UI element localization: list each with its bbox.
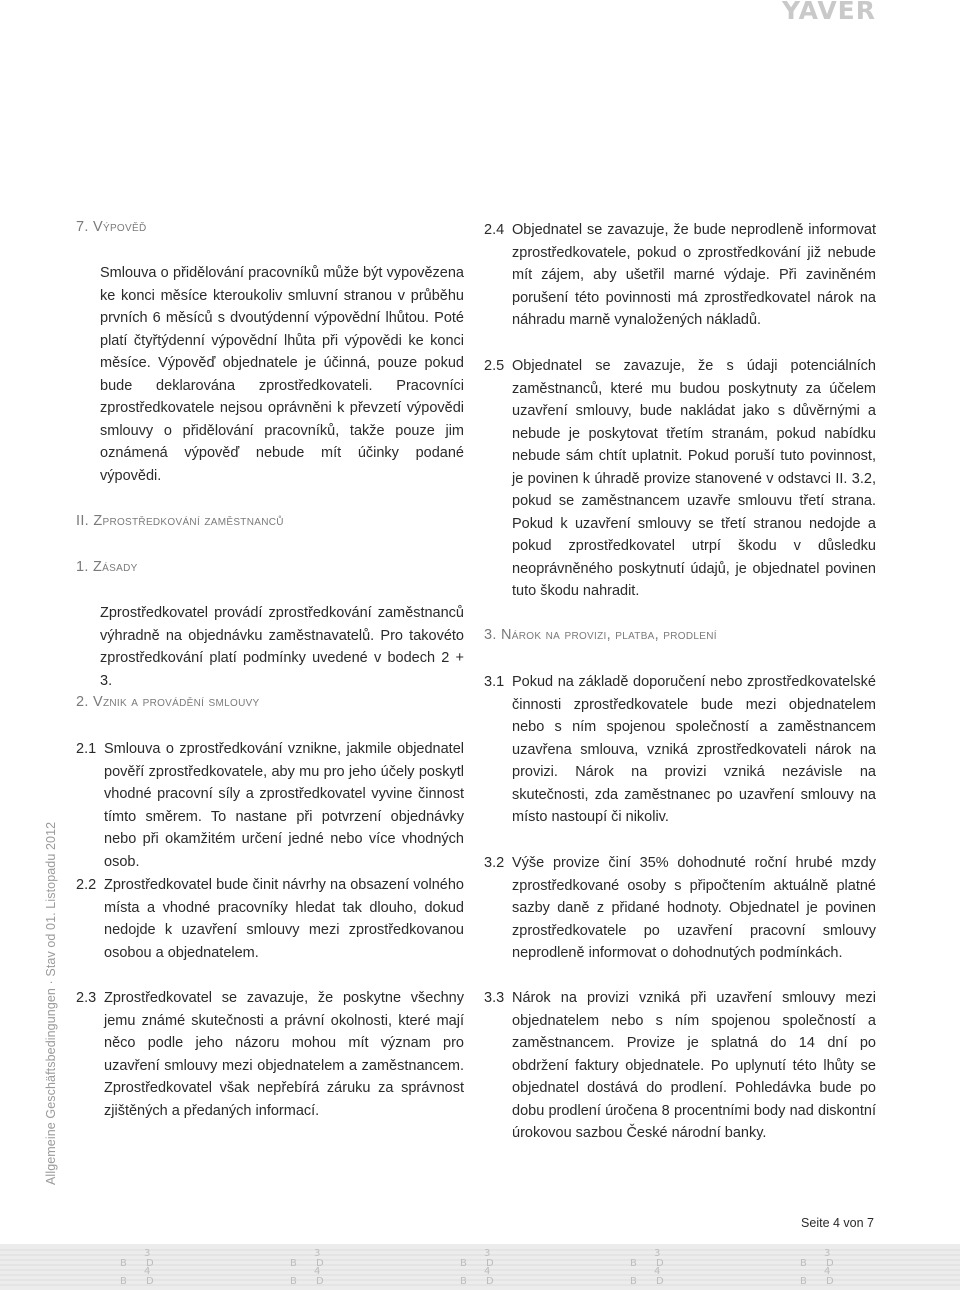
footer-pattern bbox=[0, 1244, 960, 1290]
footer-glyph: 3 bbox=[654, 1248, 661, 1259]
clause-text: Výše provize činí 35% dohodnuté roční hrubé mzdy zprostředkované osoby s připočtením aktuálně platné sazby daně z přidané hodnoty. Objednatel je povinen zprostředkovatele po uzavření pracovní smlouvy neprodleně informovat o dohodnutých podmínkách. bbox=[512, 855, 876, 961]
clause-number: 3.1 bbox=[484, 674, 505, 690]
clause-3-2 bbox=[484, 852, 876, 965]
footer-glyph: 3 bbox=[824, 1248, 831, 1259]
footer-glyph: B bbox=[290, 1276, 297, 1287]
clause-number: 2.5 bbox=[484, 358, 505, 374]
footer-glyph: D bbox=[316, 1258, 324, 1269]
clause-text: Objednatel se zavazuje, že s údaji potenciálních zaměstnanců, které mu budou poskytnuty za účelem uzavření smlouvy, bude nakládat jako s důvěrnými a nebude je poskytovat třetím stranám, pokud nabídku nebude sám chtít uplatnit. Pokud poruší tuto povinnost, je povinen k úhradě provize stanovené v odstavci II. 3.2, pokud se zaměstnancem uzavře smlouvu třetí strana. Pokud k uzavření smlouvy se třetí stranou nedojde a pokud zprostředkovatel utrpí škodu v důsledku neoprávněného poskytnutí údajů, je objednatel povinen tuto škodu nahradit. bbox=[512, 358, 876, 599]
clause-text: Smlouva o zprostředkování vznikne, jakmile objednatel pověří zprostředkovatele, aby mu pro jeho účely poskytl vhodné pracovní síly a zprostředkovatel vyvine činnost tímto směrem. To nastane při potvrzení objednávky nebo při okamžitém určení jedné nebo více vhodných osob. bbox=[104, 741, 464, 870]
section-7-text: Smlouva o přidělování pracovníků může být vypovězena ke konci měsíce kteroukoliv smluvní stranou v průběhu prvních 6 měsíců s dvoutýdenní výpovědní lhůtou. Poté platí čtyřtýdenní výpovědní lhůta při výpovědi ke konci měsíce. Výpověď objednatele je účinná, pouze pokud bude deklarována zprostředkovateli. Pracovníci zprostředkovatele nejsou oprávněni k převzetí výpovědi smlouvy o přidělování pracovníků, takže pouze jim oznámená výpověď nebude mít účinky podané výpovědi. bbox=[100, 265, 464, 484]
footer-glyph: 4 bbox=[824, 1266, 831, 1277]
clause-2-5 bbox=[484, 355, 876, 603]
footer-glyph: 4 bbox=[654, 1266, 661, 1277]
footer-glyph: 4 bbox=[484, 1266, 491, 1277]
footer-glyph: D bbox=[146, 1258, 154, 1269]
clause-2-1 bbox=[76, 738, 464, 873]
section-1-text: Zprostředkovatel provádí zprostředkování zaměstnanců výhradně na objednávku zaměstnavatelů. Pro takovéto zprostředkování platí podmínky uvedené v bodech 2 + 3. bbox=[100, 605, 464, 689]
footer-glyph: 3 bbox=[314, 1248, 321, 1259]
clause-text: Zprostředkovatel bude činit návrhy na obsazení volného místa a vhodné pracovníky hledat tak dlouho, dokud nedojde k uzavření smlouvy mezi zprostředkovanou osobou a objednatelem. bbox=[104, 877, 464, 961]
clause-number: 2.3 bbox=[76, 990, 97, 1006]
clause-2-4 bbox=[484, 219, 876, 332]
footer-glyph: B bbox=[800, 1276, 807, 1287]
footer-glyph: 4 bbox=[314, 1266, 321, 1277]
section-2-heading: 2. Vznik a provádění smlouvy bbox=[76, 694, 260, 710]
brand-logo: YAVER bbox=[781, 0, 876, 25]
page-number: Seite 4 von 7 bbox=[801, 1216, 874, 1230]
side-caption: Allgemeine Geschäftsbedingungen · Stav od 01. Listopadu 2012 bbox=[44, 821, 58, 1185]
footer-glyph: 3 bbox=[484, 1248, 491, 1259]
clause-text: Pokud na základě doporučení nebo zprostředkovatelské činnosti zprostředkovatele bude mezi objednatelem nebo s ním spojenou společností a zaměstnancem uzavřena smlouva, vzniká zprostředkovateli nárok na provizi. Nárok na provizi vzniká nezávisle na skutečnosti, zda zaměstnanec po uzavření smlouvy na místo nastoupí či nikoliv. bbox=[512, 674, 876, 825]
footer-glyph: D bbox=[486, 1276, 494, 1287]
footer-glyph: B bbox=[630, 1258, 637, 1269]
footer-glyph: D bbox=[656, 1276, 664, 1287]
section-3-heading: 3. Nárok na provizi, platba, prodlení bbox=[484, 627, 717, 643]
footer-glyph: 3 bbox=[144, 1248, 151, 1259]
clause-number: 3.2 bbox=[484, 855, 505, 871]
footer-glyph: B bbox=[120, 1258, 127, 1269]
clause-number: 2.4 bbox=[484, 222, 505, 238]
section-II-heading: II. Zprostředkování zaměstnanců bbox=[76, 513, 284, 529]
clause-2-2 bbox=[76, 874, 464, 964]
clause-3-1 bbox=[484, 671, 876, 829]
clause-text: Objednatel se zavazuje, že bude neprodleně informovat zprostředkovatele, pokud o zprostředkování již nebude mít zájem, aby ušetřil marné výdaje. Při zaviněném porušení této povinnosti má zprostředkovatel nárok na náhradu marně vynaložených nákladů. bbox=[512, 222, 876, 328]
footer-glyph: D bbox=[826, 1276, 834, 1287]
footer-glyph: B bbox=[630, 1276, 637, 1287]
clause-number: 2.2 bbox=[76, 877, 97, 893]
clause-text: Nárok na provizi vzniká při uzavření smlouvy mezi objednatelem nebo s ním spojenou společností a zaměstnancem. Provize je splatná do 14 dní po obdržení faktury objednatele. Po uplynutí této lhůty se objednatel dostává do prodlení. Pohledávka bude po dobu prodlení úročena 8 procentními body nad diskontní úrokovou sazbou České národní banky. bbox=[512, 990, 876, 1141]
footer-glyph: D bbox=[316, 1276, 324, 1287]
clause-3-3 bbox=[484, 987, 876, 1145]
clause-2-3 bbox=[76, 987, 464, 1122]
footer-glyph: D bbox=[146, 1276, 154, 1287]
footer-glyph: B bbox=[460, 1276, 467, 1287]
footer-glyph: D bbox=[656, 1258, 664, 1269]
footer-glyph: B bbox=[460, 1258, 467, 1269]
section-7-heading: 7. Výpověď bbox=[76, 219, 147, 235]
footer-pattern-graphic bbox=[0, 1244, 960, 1290]
footer-glyph: B bbox=[120, 1276, 127, 1287]
footer-glyph: D bbox=[486, 1258, 494, 1269]
clause-text: Zprostředkovatel se zavazuje, že poskytne všechny jemu známé skutečnosti a právní okolnosti, které mají něco podle jeho názoru mohou mít význam pro uzavření smlouvy mezi objednatelem a zaměstnancem. Zprostředkovatel však nepřebírá záruku za správnost zjištěných a předaných informací. bbox=[104, 990, 464, 1119]
footer-glyph: B bbox=[800, 1258, 807, 1269]
clause-number: 3.3 bbox=[484, 990, 505, 1006]
footer-glyph: B bbox=[290, 1258, 297, 1269]
clause-number: 2.1 bbox=[76, 741, 97, 757]
footer-glyph: 4 bbox=[144, 1266, 151, 1277]
section-1-heading: 1. Zásady bbox=[76, 559, 138, 575]
footer-glyph: D bbox=[826, 1258, 834, 1269]
